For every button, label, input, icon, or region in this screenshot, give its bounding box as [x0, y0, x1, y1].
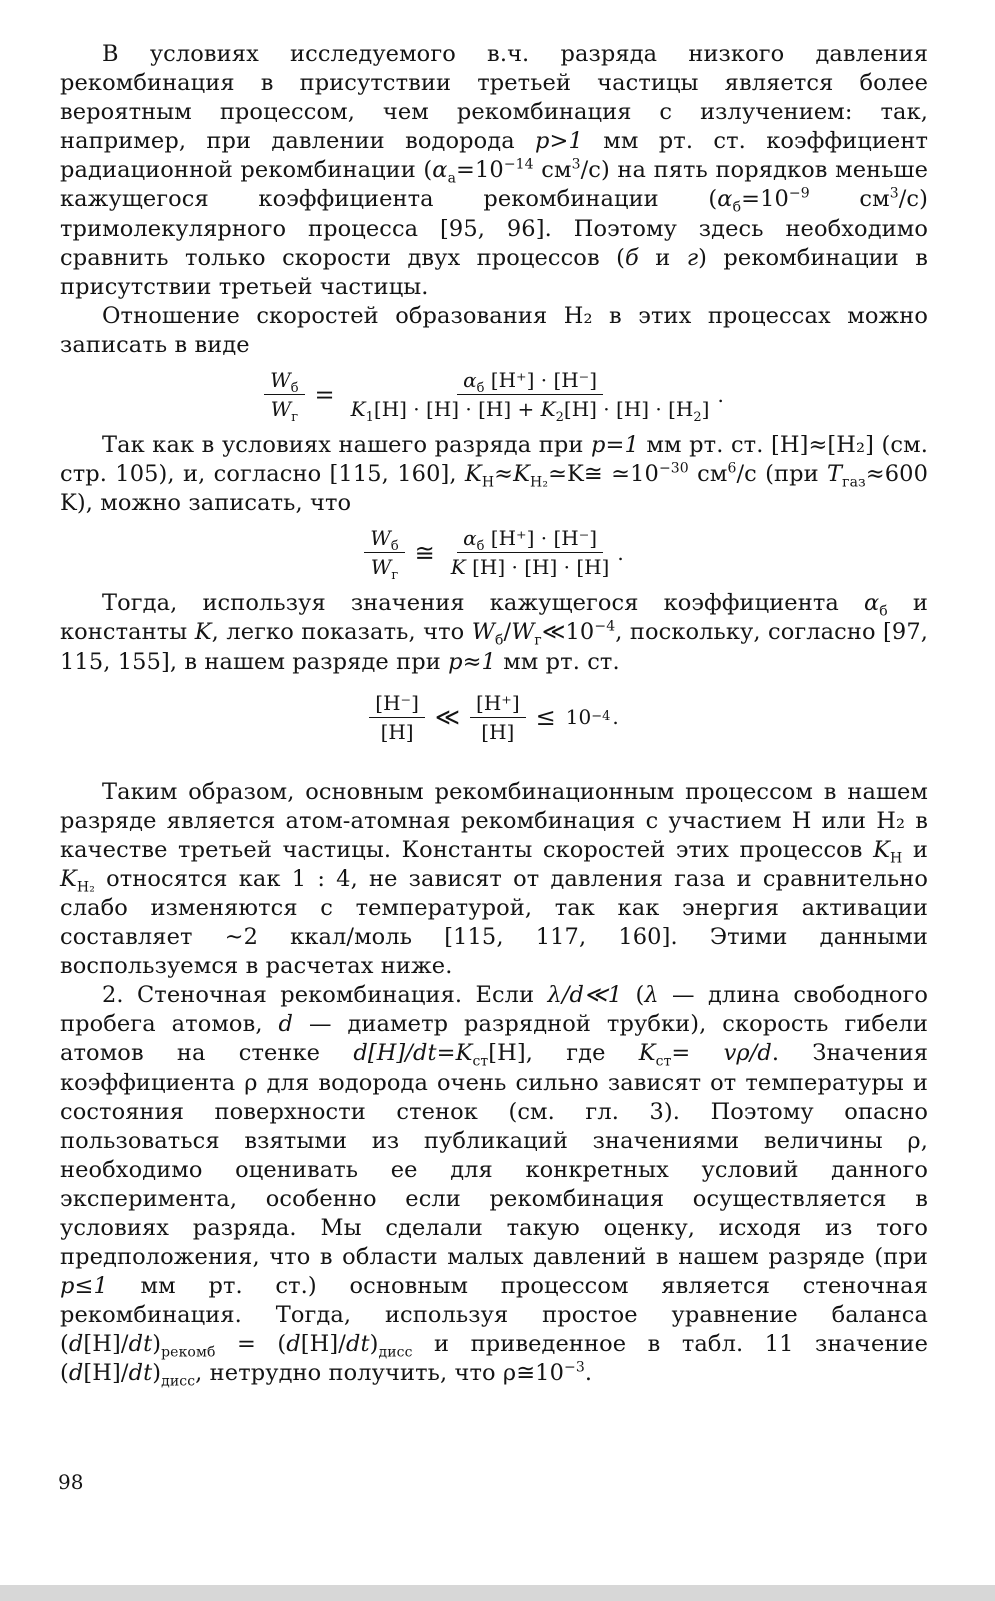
math-var: α — [463, 526, 477, 551]
math-inline: K — [873, 836, 891, 863]
math-inline: p>1 — [535, 128, 583, 155]
math-inline: α — [717, 186, 733, 213]
fraction — [445, 526, 616, 579]
math-sub: г — [291, 410, 299, 426]
text-run: . — [584, 1360, 593, 1387]
math-inline: d[H]/dt=K — [353, 1040, 473, 1067]
text-run: ) — [152, 1331, 162, 1358]
text-run: и приведенное в табл. 11 значение ( — [60, 1331, 928, 1387]
math-sub: ст — [472, 1053, 489, 1070]
math-sup: 3 — [571, 156, 581, 173]
math-punct: . — [717, 382, 724, 407]
text-run: мм рт. ст. коэффициент радиационной рекомбинации ( — [60, 128, 928, 184]
math-sub: рекомб — [161, 1344, 216, 1361]
math-inline: dt — [128, 1360, 153, 1387]
paragraph-2: Отношение скоростей образования H₂ в этих процессах можно записать в виде — [60, 302, 928, 358]
text-run: Таким образом, основным рекомбинационным процессом в нашем разряде является атом-атомная рекомбинация с участием H или H₂ в качестве третьей частицы. Константы скоростей этих процессов — [60, 778, 928, 863]
math-sup: −3 — [564, 1359, 585, 1376]
math-inline: K — [194, 619, 212, 646]
text-run: /с) на пять порядков меньше кажущегося коэффициента рекомбинации ( — [60, 157, 928, 213]
fraction — [364, 526, 404, 584]
math-inline: d — [286, 1331, 301, 1358]
text-run: и — [638, 244, 687, 271]
text-run: . Значения коэффициента ρ для водорода очень сильно зависят от температуры и состояния поверхности стенок (см. гл. 3). Поэтому опасно пользоваться взятыми из публикаций значениями величины ρ, необходимо оценивать ее для конкретных условий данного эксперимента, особенно если рекомбинация осуществляется в условиях разряда. Мы сделали такую оценку, исходя из того предположения, что в области малых давлений в нашем разряде (при — [60, 1040, 928, 1271]
math-inline: d — [68, 1331, 84, 1358]
math-inline: T — [827, 461, 843, 488]
paragraph-5 — [60, 778, 928, 982]
math-var: W — [270, 368, 291, 393]
math-sub: б — [476, 381, 485, 397]
scan-bottom-edge — [0, 1585, 995, 1601]
math-inline: p≤1 — [60, 1273, 108, 1300]
math-sub: a — [447, 170, 457, 187]
math-sub: газ — [842, 474, 866, 491]
math-operator: ≪ — [434, 703, 461, 732]
math-inline: K — [60, 865, 77, 892]
text-run: = ( — [215, 1331, 287, 1358]
math-sup: 6 — [727, 460, 737, 477]
text-run: [H]/ — [300, 1331, 346, 1358]
math-punct: . — [612, 705, 619, 730]
text-run: мм рт. ст.) основным процессом является стеночная рекомбинация. Тогда, используя простое уравнение баланса ( — [60, 1273, 928, 1358]
text-run: Тогда, используя значения кажущегося коэффициента — [102, 590, 864, 617]
math-sub: дисс — [161, 1373, 196, 1390]
math-text: [H⁺] · [H⁻] — [490, 526, 598, 551]
math-sub: г — [534, 632, 542, 649]
math-inline: λ/d≪1 — [547, 982, 623, 1009]
math-text: [H⁻] — [369, 691, 425, 718]
text-run: ) рекомбинации в присутствии третьей частицы. — [60, 244, 929, 300]
math-text: 10 — [565, 705, 592, 730]
book-page — [60, 40, 928, 1389]
math-inline: K — [513, 461, 531, 488]
math-inline: б — [624, 244, 639, 271]
text-run: см — [533, 157, 572, 184]
math-inline: dt — [345, 1331, 370, 1358]
text-run: относятся как 1 : 4, не зависят от давления газа и сравнительно слабо изменяются с температурой, так как энергия активации составляет ~2 ккал/моль [115, 117, 160]. Этими данными воспользуемся в расчетах ниже. — [60, 865, 928, 980]
math-sub: H — [481, 474, 495, 491]
text-run: см — [809, 186, 890, 213]
math-inline: W — [471, 619, 495, 646]
math-var: W — [370, 555, 392, 580]
math-punct: . — [617, 540, 624, 565]
text-run: ( — [622, 982, 645, 1009]
text-run: 2. Стеночная рекомбинация. Если — [102, 982, 548, 1009]
text-run: , легко показать, что — [211, 619, 472, 646]
fraction — [264, 368, 304, 426]
math-var: K — [450, 555, 466, 580]
math-sub: б — [290, 381, 299, 397]
math-inline: α — [432, 157, 448, 184]
text-run: [H], где — [488, 1040, 639, 1067]
text-run: — диаметр разрядной трубки), скорость гибели атомов на стенке — [60, 1011, 928, 1067]
math-sub: б — [476, 539, 485, 555]
math-var: α — [463, 368, 477, 393]
math-sup: −30 — [658, 460, 689, 477]
math-sup: −9 — [788, 185, 810, 202]
math-operator: ≤ — [535, 703, 556, 732]
math-var: K — [350, 397, 366, 422]
formula-rate-ratio — [60, 368, 928, 426]
fraction — [369, 691, 425, 744]
text-run: — длина свободного пробега атомов, — [60, 982, 928, 1038]
math-text: [H⁺] · [H⁻] — [490, 368, 598, 393]
math-text: [H] — [380, 719, 414, 744]
page-number: 98 — [58, 1470, 84, 1494]
math-sub: 2 — [555, 410, 564, 426]
math-sub: 1 — [365, 410, 374, 426]
text-run: ) — [369, 1331, 379, 1358]
formula-ion-ratio: $\frac{[H^-]}{[H]}$ ≪ $\frac{[H^+]}{[H]}$ ≤ 10 −4 . — [60, 691, 928, 744]
math-sub: H₂ — [76, 879, 95, 896]
text-run: , нетрудно получить, что ρ≅10 — [195, 1360, 565, 1387]
math-sub: б — [494, 632, 504, 649]
math-sup: 3 — [889, 185, 899, 202]
text-run: ≈600 K), можно записать, что — [60, 461, 928, 517]
math-inline: p=1 — [591, 432, 639, 459]
math-inline: α — [863, 590, 880, 617]
math-sub: 2 — [693, 410, 702, 426]
text-run: и константы — [60, 590, 928, 646]
math-inline: г — [686, 244, 699, 271]
math-inline: λ — [644, 982, 659, 1009]
math-sub: ст — [655, 1053, 672, 1070]
text-run: [H]/ — [83, 1360, 129, 1387]
paragraph-4 — [60, 589, 928, 676]
text-run: В условиях исследуемого в.ч. разряда низкого давления рекомбинация в присутствии третьей частицы является более вероятным процессом, чем рекомбинация с излучением: так, например, при давлении водорода — [60, 41, 928, 155]
math-inline: p≈1 — [448, 648, 496, 675]
math-sup: −4 — [594, 618, 616, 635]
paragraph-6 — [60, 981, 928, 1388]
math-inline: ≃K≅ ≃10 — [548, 461, 659, 488]
math-sub: H — [890, 850, 903, 867]
math-inline: K — [638, 1040, 656, 1067]
paragraph-3 — [60, 431, 928, 518]
math-inline: ≪10 — [541, 619, 595, 646]
text-run: мм рт. ст. [H]≈[H₂] (см. стр. 105), и, согласно [115, 160], — [60, 432, 928, 488]
math-inline: d — [68, 1360, 84, 1387]
math-inline: d — [278, 1011, 294, 1038]
math-sub: г — [391, 568, 399, 584]
text-run: =10 — [456, 157, 504, 184]
math-operator: ≅ — [414, 538, 435, 567]
math-inline: ≈ — [494, 461, 514, 488]
text-run: мм рт. ст. — [495, 648, 620, 675]
formula-rate-ratio-simplified — [60, 526, 928, 584]
fraction — [345, 368, 716, 426]
text-run: см — [688, 461, 728, 488]
text-run: ) — [152, 1360, 162, 1387]
math-sub: б — [390, 539, 399, 555]
math-var: W — [270, 397, 292, 422]
math-text: [H] · [H] · [H — [563, 397, 694, 422]
math-sup: −14 — [503, 156, 534, 173]
text-run: [H]/ — [83, 1331, 129, 1358]
fraction — [470, 691, 526, 744]
math-var: W — [370, 526, 391, 551]
math-inline: K — [464, 461, 482, 488]
math-text: [H] — [481, 719, 515, 744]
math-text: [H] · [H] · [H] — [472, 555, 610, 580]
math-var: K — [540, 397, 556, 422]
math-operator: = — [314, 380, 335, 409]
text-run: , поскольку, согласно [97, 115, 155], в нашем разряде при — [60, 619, 929, 675]
math-inline: dt — [128, 1331, 153, 1358]
math-inline: / — [503, 619, 512, 646]
text-run: /с) тримолекулярного процесса [95, 96]. Поэтому здесь необходимо сравнить только скорости двух процессов ( — [60, 186, 928, 271]
text-run: /с (при — [736, 461, 828, 488]
text-run: Так как в условиях нашего разряда при — [102, 432, 592, 459]
math-inline: = vρ/d — [671, 1040, 772, 1067]
math-sub: дисс — [378, 1344, 413, 1361]
math-text: ] — [701, 397, 710, 422]
text-run: и — [902, 836, 928, 863]
math-sub: H₂ — [530, 474, 549, 491]
math-text: [H⁺] — [470, 691, 526, 718]
math-text: [H] · [H] · [H] + — [373, 397, 541, 422]
math-sub: б — [732, 199, 742, 216]
paragraph-1 — [60, 40, 928, 302]
text-run: =10 — [741, 186, 789, 213]
math-inline: W — [511, 619, 535, 646]
math-sub: б — [879, 603, 888, 620]
